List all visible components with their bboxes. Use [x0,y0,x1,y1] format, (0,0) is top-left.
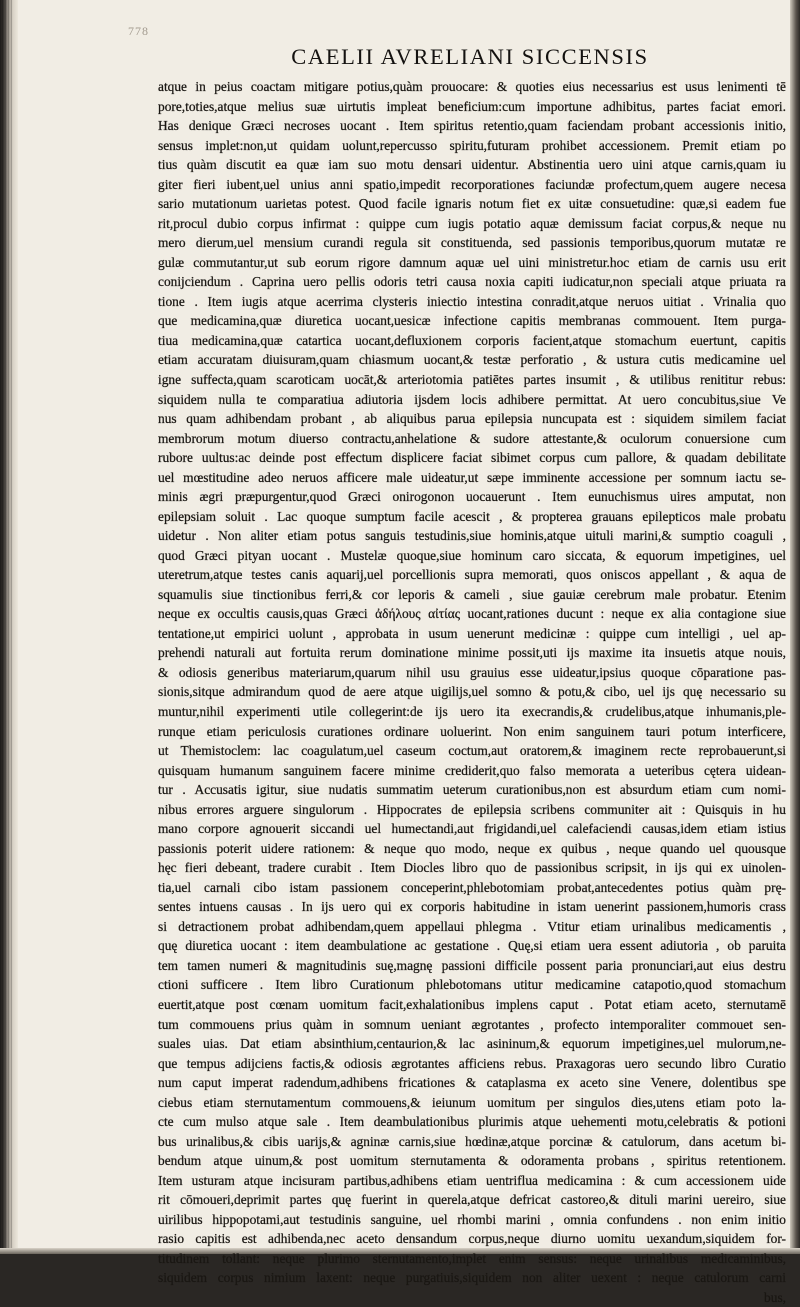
text-line: tiua medicamina,quæ catartica uocant,defluxionem corporis facient,atque stomachum euertunt, capitis [158,332,786,348]
text-line: rubore uultus:ac deinde post effectum displicere faciat sibimet corpus cum pallore, & quadam debilitate [158,450,786,466]
text-line: bus urinalibus,& cibis uarijs,& agninæ carnis,siue hœdinæ,atque porcinæ & catulorum, dans acetum bi- [158,1133,786,1149]
text-line: uirilibus hippopotami,aut testudinis sanguine, uel rhombi marini , omnia confundens . non enim initio [158,1211,786,1227]
text-line: tius quàm discutit ea quæ iam suo motu densari uidentur. Abstinentia uero uini atque carnis,quam iu [158,157,786,173]
text-line: ut Themistoclem: lac coagulatum,uel caseum coctum,aut oratorem,& imaginem recte reprobauerunt,si [158,743,786,759]
text-line: runque etiam periculosis curationes ordinare uoluerint. Non enim sanguinem tauri potum interficere, [158,723,786,739]
running-head: CAELII AVRELIANI SICCENSIS [291,44,649,69]
text-line: mero dierum,uel mensium curandi regula sit constituenda, sed passionis temporibus,quorum mutatæ re [158,235,786,251]
text-line: hęc fieri debeant, tradere curabit . Item Diocles libro quo de passionibus scripsit, in ijs qui ex uinolen- [158,860,786,876]
text-line: prehendi naturali aut fortuita rerum dominatione minime possit,uti ijs maxime ita insuetis atque nouis, [158,645,786,661]
text-line: & odiosis generibus materiarum,quarum nihil usu grauius esse uideatur,ipsius quoque cōparatione pas- [158,664,786,680]
text-line: muntur,nihil experimenti utile collegerint:de ijs uero ita execrandis,& crudelibus,atque inhumanis,ple- [158,704,786,719]
text-line: uel mœstitudine adeo neruos afficere male uideatur,ut sæpe imminente accessione per somnum iactu se- [158,469,786,485]
text-line: num caput imperat radendum,adhibens fricationes & cataplasma ex aceto sine Venere, dolentibus spe [158,1075,786,1091]
text-line: si detractionem probat adhibendam,quem appellaui phlegma . Vtitur etiam urinalibus medicamentis , [158,918,786,934]
text-line: rit cōmoueri,deprimit partes quę fuerint in querela,atque defricat castoreo,& dituli marini uereiro, siue [158,1192,786,1208]
text-block [158,77,786,1307]
text-line: cte cum mulso atque sale . Item deambulationibus plurimis atque uehementi motu,celebratis & potioni [158,1114,786,1130]
text-line: epilepsiam soluit . Lac quoque sumptum facile acescit , & propterea grauans epilepticos male probatu [158,508,786,524]
text-line: sentes intuens causas . In ijs uero qui ex corporis habitudine in istam uenerint passionem,humoris crass [158,899,786,915]
text-line: atque in peius coactam mitigare potius,quàm prouocare: & quoties eius necessarius est usus lenimenti tē [158,79,786,94]
book-spine-edge [0,0,18,1254]
text-line: nibus errores arguere singulorum . Hippocrates de epilepsia scribens communiter ait : Quisquis in hu [158,801,786,817]
corner-page-mark: 778 [128,24,149,38]
text-line: tum commouens prius quàm in somnum ueniant ægrotantes , profecto intemporaliter commouet sen- [158,1016,786,1032]
text-line: giter fieri iubent,uel unius anni spatio,impedit recorporationes faciundæ profectum,quem augere necesa [158,176,786,192]
text-line: titudinem tollant: neque plurimo sternutamento,implet enim sensus: neque urinalibus medicaminibus, [158,1250,786,1266]
text-line: quisquam humanum sanguinem facere minime crediderit,quo falso memorata a ueteribus cętera uidean- [158,762,786,778]
text-line: que medicamina,quæ diuretica uocant,uesicæ infectione capitis membranas commouent. Item purga- [158,313,786,329]
text-line: rit,procul dubio corpus infirmat : quippe cum iugis potatio aquæ demissum faciat corpus,& neque nu [158,215,786,231]
text-line: squamulis siue tinctionibus ferri,& cor leporis & cameli , siue gauiæ cerebrum male probatur. Etenim [158,586,786,602]
text-line: sionis,sitque admirandum quod de aere atque uigilijs,uel somno & potu,& cibo, uel ijs quę necessario su [158,684,786,700]
text-line: uteretrum,atque testes canis aquarij,uel porcellionis supra memorati, quos oniscos appellant , & aqua de [158,567,786,583]
text-line: minis ægri præpurgentur,quod Græci onirogonon uocauerunt . Item eunuchismus uires amputat, non [158,489,786,505]
text-line: tentatione,ut empirici uolunt , approbata in usum uenerunt medicinæ : quippe cum intelligi , uel ap- [158,625,786,641]
text-line: siquidem corpus nimium laxent: neque purgatiuis,siquidem non aliter uexent : neque catulorum carni [158,1270,786,1286]
text-line: tem tamen numeri & magnitudinis suę,magnę passioni difficile possent paria pronunciari,aut eius destru [158,957,786,973]
text-line: ctioni sufficere . Item libro Curationum phlebotomans utitur medicamine catapotio,quod stomachum [158,977,786,993]
text-line: pore,toties,atque melius suæ uirtutis impleat beneficium:cum importune adhibitus, partes faciat emori. [158,98,786,114]
text-line: etiam accuratam diuisuram,quam chiasmum uocant,& testæ perforatio , & ustura cutis medicamine uel [158,352,786,368]
text-line: neque ex occultis causis,quas Græci ἀδήλους αἰτίας uocant,rationes ducunt : neque ex alia contagione siue [158,606,786,622]
text-line: que tempus adijciens factis,& odiosis ægrotantes afficiens rebus. Praxagoras uero secundo libro Curatio [158,1055,786,1071]
text-line: uidetur . Non aliter etiam potus sanguis testudinis,siue hominis,atque uituli marini,& sumptio coaguli , [158,528,786,544]
text-line: suales uias. Dat etiam absinthium,centaurion,& lac asininum,& equorum impetigines,uel mulorum,ne- [158,1036,786,1052]
text-line: igne suffecta,quam scaroticam uocāt,& arteriotomia patiētes partes insumit , & utilibus renititur rebus: [158,371,786,387]
text-line: mano corpore agnouerit siccandi uel humectandi,aut frigidandi,uel calefaciendi causas,idem etiam istius [158,821,786,837]
text-line: nus quam adhibendam probant , ab aliquibus parua epilepsia nuncupata est : siquidem similem faciat [158,411,786,427]
text-line: sario mutationum uarietas potest. Quod facile ignaris notum fiet ex uitæ consuetudine: quæ,si eadem fue [158,196,786,212]
text-line: Item usturam atque incisuram partibus,adhibens etiam uentriflua medicamina : & cum accessionem uide [158,1172,786,1188]
text-line: rasio capitis est adhibenda,nec aceto densandum corpus,neque diurno uomitu uexandum,siquidem for- [158,1231,786,1247]
text-line: membrorum motum diuerso contractu,anhelatione & sudore attestante,& oculorum conuersione cum [158,430,786,446]
right-page-edge [790,0,800,1254]
text-line: tia,uel carnali cibo istam passionem conceperint,phlebotomiam probat,antecedentes potius quàm prę- [158,879,786,895]
text-line: quę diuretica uocant : item deambulatione ac gestatione . Quę,si etiam uera essent adiutoria , ob paruita [158,938,786,954]
page-stack-lines [2,0,14,1254]
text-line: tur . Accusatis igitur, siue nudatis summatim ueterum curationibus,non est absurdum etiam cum nomi- [158,782,786,798]
text-line: ciebus etiam sternutamentum commouens,& ieiunum uomitum per singulos dies,utens etiam poto la- [158,1094,786,1110]
text-line: conijciendum . Caprina uero pellis odoris tetri causa noxia capiti iudicatur,non speciali atque priuata ra [158,274,786,290]
text-line: euertit,atque post cœnam uomitum facit,exhalationibus implens caput . Potat etiam aceto, sternutamē [158,996,786,1012]
text-line: Has denique Græci necroses uocant . Item spiritus retentio,quam faciendam probant accessionis initio, [158,118,786,134]
text-line: tione . Item iugis atque acerrima clysteris iniectio intestina conradit,atque neruos uitiat . Vrinalia quo [158,293,786,309]
text-line: sensus implet:non,ut quidam uolunt,repercusso spiritu,futuram prohibet accessionem. Premit etiam po [158,137,786,153]
text-line: bendum atque uinum,& post uomitum sternutamenta & odoramenta probans , spiritus retentionem. [158,1153,786,1169]
text-line: gulæ commutantur,ut sub eorum rigore damnum aquæ uel uini ministretur.hoc etiam de carnis usu erit [158,254,786,270]
text-line: passionis poterit uidere rationem: & neque quo modo, neque ex quibus , neque quando uel quousque [158,840,786,856]
text-line: siquidem nulla te comparatiua adiutoria ijsdem locis adhibere permittat. At uero concubitus,siue Ve [158,391,786,407]
text-line: quod Græci pityan uocant . Mustelæ quoque,siue hominum caro siccata, & equorum impetigines, uel [158,547,786,563]
text-line: bus, [764,1289,786,1305]
